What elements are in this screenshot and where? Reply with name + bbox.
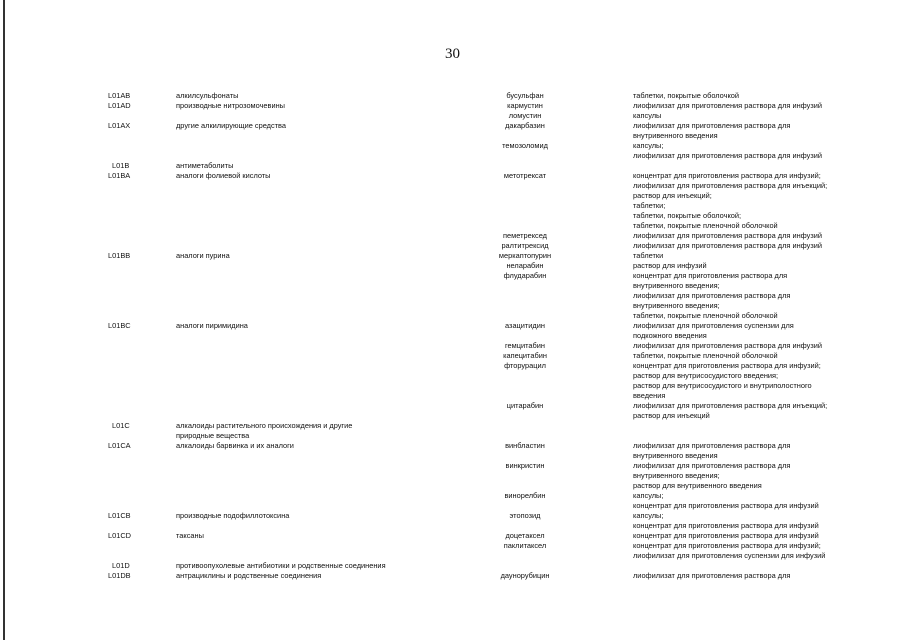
dosage-form-cell: таблетки, покрытые оболочкой;	[633, 211, 742, 220]
table-row	[0, 101, 905, 111]
dosage-form-cell: концентрат для приготовления раствора для	[633, 271, 788, 280]
drug-name-cell: фторурацил	[504, 361, 546, 370]
drug-name-cell: меркаптопурин	[498, 251, 552, 260]
dosage-form-cell: концентрат для приготовления раствора для инфузий;	[633, 171, 821, 180]
drug-name-cell: этопозид	[509, 511, 541, 520]
table-row	[0, 221, 905, 231]
dosage-form-cell: концентрат для приготовления раствора для инфузий	[633, 521, 819, 530]
table-row	[0, 521, 905, 531]
dosage-form-cell: концентрат для приготовления раствора для инфузий;	[633, 361, 821, 370]
table-row	[0, 91, 905, 101]
dosage-form-cell: концентрат для приготовления раствора для инфузий	[633, 531, 819, 540]
dosage-form-cell: концентрат для приготовления раствора для инфузий	[633, 501, 819, 510]
atc-code-cell: L01B	[112, 161, 130, 170]
table-row	[0, 191, 905, 201]
dosage-form-cell: внутривенного введения	[633, 131, 718, 140]
dosage-form-cell: лиофилизат для приготовления раствора для инфузий	[633, 341, 822, 350]
dosage-form-cell: лиофилизат для приготовления раствора для инфузий	[633, 231, 822, 240]
dosage-form-cell: лиофилизат для приготовления суспензии для инфузий	[633, 551, 826, 560]
dosage-form-cell: лиофилизат для приготовления раствора для	[633, 291, 791, 300]
table-row	[0, 131, 905, 141]
atc-code-cell: L01AB	[108, 91, 131, 100]
dosage-form-cell: раствор для инъекций;	[633, 191, 712, 200]
table-row	[0, 241, 905, 251]
dosage-form-cell: таблетки, покрытые пленочной оболочкой	[633, 221, 778, 230]
dosage-form-cell: концентрат для приготовления раствора для инфузий;	[633, 541, 821, 550]
atc-code-cell: L01C	[112, 421, 130, 430]
group-name-cell: алкилсульфонаты	[176, 91, 239, 100]
atc-code-cell: L01CB	[108, 511, 131, 520]
drug-name-cell: паклитаксел	[503, 541, 547, 550]
dosage-form-cell: таблетки, покрытые пленочной оболочкой	[633, 311, 778, 320]
dosage-form-cell: раствор для инфузий	[633, 261, 707, 270]
atc-code-cell: L01CA	[108, 441, 131, 450]
group-name-cell: аналоги пурина	[176, 251, 230, 260]
drug-table	[0, 91, 905, 581]
dosage-form-cell: лиофилизат для приготовления суспензии для	[633, 321, 794, 330]
table-row	[0, 321, 905, 331]
dosage-form-cell: лиофилизат для приготовления раствора для инъекций;	[633, 401, 828, 410]
dosage-form-cell: лиофилизат для приготовления раствора для	[633, 571, 791, 580]
drug-name-cell: даунорубицин	[500, 571, 550, 580]
table-row	[0, 281, 905, 291]
group-name-cell: производные подофиллотоксина	[176, 511, 290, 520]
table-row	[0, 201, 905, 211]
table-row	[0, 511, 905, 521]
dosage-form-cell: капсулы;	[633, 511, 664, 520]
table-row	[0, 471, 905, 481]
table-row	[0, 151, 905, 161]
table-row	[0, 431, 905, 441]
table-row	[0, 121, 905, 131]
table-row	[0, 141, 905, 151]
group-name-cell: таксаны	[176, 531, 204, 540]
table-row	[0, 541, 905, 551]
drug-name-cell: метотрексат	[503, 171, 547, 180]
dosage-form-cell: внутривенного введения	[633, 451, 718, 460]
dosage-form-cell: внутривенного введения;	[633, 471, 720, 480]
dosage-form-cell: лиофилизат для приготовления раствора для инфузий	[633, 101, 822, 110]
table-row	[0, 371, 905, 381]
dosage-form-cell: капсулы	[633, 111, 662, 120]
drug-name-cell: винкристин	[505, 461, 545, 470]
group-name-cell: антиметаболиты	[176, 161, 234, 170]
page-number: 30	[445, 46, 460, 62]
group-name-cell: аналоги фолиевой кислоты	[176, 171, 271, 180]
table-row	[0, 291, 905, 301]
table-row	[0, 391, 905, 401]
group-name-cell: другие алкилирующие средства	[176, 121, 286, 130]
atc-code-cell: L01AX	[108, 121, 131, 130]
group-name-cell: аналоги пиримидина	[176, 321, 248, 330]
table-row	[0, 351, 905, 361]
atc-code-cell: L01BA	[108, 171, 131, 180]
table-row	[0, 421, 905, 431]
dosage-form-cell: лиофилизат для приготовления раствора для инфузий	[633, 151, 822, 160]
drug-name-cell: цитарабин	[506, 401, 544, 410]
table-row	[0, 531, 905, 541]
dosage-form-cell: лиофилизат для приготовления раствора для	[633, 461, 791, 470]
dosage-form-cell: лиофилизат для приготовления раствора для инфузий	[633, 241, 822, 250]
group-name-cell: антрациклины и родственные соединения	[176, 571, 322, 580]
drug-name-cell: винорелбин	[504, 491, 546, 500]
table-row	[0, 481, 905, 491]
table-row	[0, 251, 905, 261]
dosage-form-cell: раствор для внутрисосудистого введения;	[633, 371, 779, 380]
table-row	[0, 231, 905, 241]
table-row	[0, 301, 905, 311]
atc-code-cell: L01DB	[108, 571, 131, 580]
table-row	[0, 451, 905, 461]
table-row	[0, 551, 905, 561]
table-row	[0, 181, 905, 191]
atc-code-cell: L01BB	[108, 251, 131, 260]
table-row	[0, 331, 905, 341]
table-row	[0, 161, 905, 171]
drug-name-cell: бусульфан	[506, 91, 544, 100]
group-name-cell: производные нитрозомочевины	[176, 101, 285, 110]
drug-name-cell: неларабин	[506, 261, 544, 270]
dosage-form-cell: лиофилизат для приготовления раствора для	[633, 121, 791, 130]
table-row	[0, 501, 905, 511]
table-row	[0, 311, 905, 321]
dosage-form-cell: раствор для внутрисосудистого и внутриполостного	[633, 381, 812, 390]
dosage-form-cell: таблетки, покрытые пленочной оболочкой	[633, 351, 778, 360]
table-row	[0, 361, 905, 371]
atc-code-cell: L01AD	[108, 101, 131, 110]
drug-name-cell: дакарбазин	[505, 121, 545, 130]
dosage-form-cell: лиофилизат для приготовления раствора для	[633, 441, 791, 450]
dosage-form-cell: внутривенного введения;	[633, 301, 720, 310]
dosage-form-cell: капсулы;	[633, 141, 664, 150]
dosage-form-cell: раствор для внутривенного введения	[633, 481, 762, 490]
group-name-cell: противоопухолевые антибиотики и родственные соединения	[176, 561, 386, 570]
table-row	[0, 411, 905, 421]
dosage-form-cell: таблетки, покрытые оболочкой	[633, 91, 740, 100]
drug-name-cell: гемцитабин	[505, 341, 545, 350]
group-name-cell: алкалоиды растительного происхождения и другие	[176, 421, 353, 430]
drug-name-cell: капецитабин	[503, 351, 547, 360]
dosage-form-cell: введения	[633, 391, 666, 400]
atc-code-cell: L01CD	[108, 531, 132, 540]
drug-name-cell: ломустин	[508, 111, 542, 120]
table-row	[0, 171, 905, 181]
table-row	[0, 381, 905, 391]
table-row	[0, 401, 905, 411]
table-row	[0, 491, 905, 501]
drug-name-cell: кармустин	[507, 101, 543, 110]
table-row	[0, 271, 905, 281]
dosage-form-cell: капсулы;	[633, 491, 664, 500]
atc-code-cell: L01BC	[108, 321, 131, 330]
table-row	[0, 441, 905, 451]
dosage-form-cell: внутривенного введения;	[633, 281, 720, 290]
drug-name-cell: азацитидин	[505, 321, 545, 330]
group-name-cell: алкалоиды барвинка и их аналоги	[176, 441, 294, 450]
table-row	[0, 571, 905, 581]
drug-name-cell: темозоломид	[502, 141, 548, 150]
dosage-form-cell: лиофилизат для приготовления раствора для инъекций;	[633, 181, 828, 190]
drug-name-cell: доцетаксел	[505, 531, 545, 540]
table-row	[0, 211, 905, 221]
table-row	[0, 461, 905, 471]
dosage-form-cell: подкожного введения	[633, 331, 707, 340]
table-row	[0, 561, 905, 571]
dosage-form-cell: таблетки;	[633, 201, 666, 210]
dosage-form-cell: раствор для инъекций	[633, 411, 710, 420]
table-row	[0, 111, 905, 121]
drug-name-cell: ралтитрексид	[501, 241, 549, 250]
group-name-cell: природные вещества	[176, 431, 250, 440]
drug-name-cell: винбластин	[505, 441, 545, 450]
table-row	[0, 261, 905, 271]
drug-name-cell: флударабин	[503, 271, 547, 280]
atc-code-cell: L01D	[112, 561, 130, 570]
dosage-form-cell: таблетки	[633, 251, 664, 260]
table-row	[0, 341, 905, 351]
drug-name-cell: пеметрексед	[503, 231, 547, 240]
